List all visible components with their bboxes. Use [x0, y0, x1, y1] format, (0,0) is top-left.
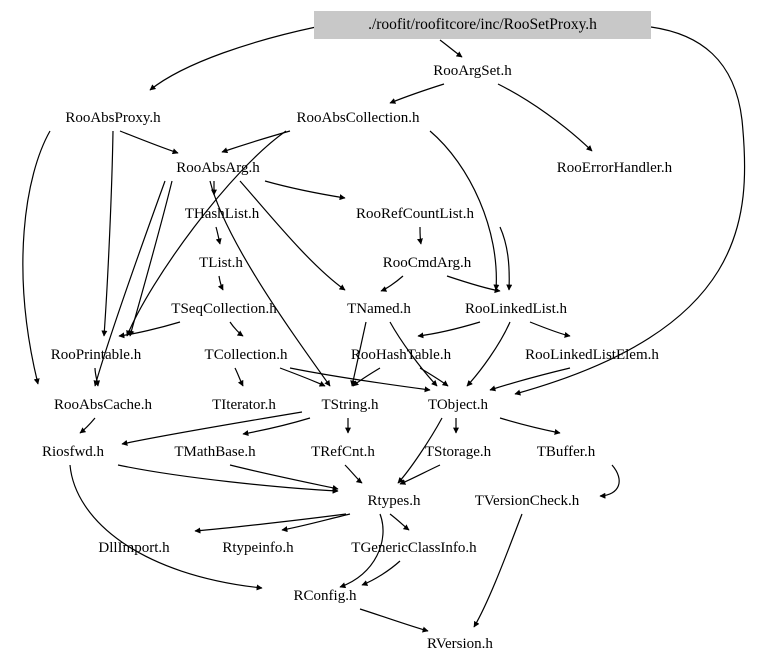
node-rooerrorhandler[interactable] [522, 155, 707, 181]
node-tseqcollection[interactable] [142, 296, 306, 322]
node-label: TSeqCollection.h [171, 300, 277, 317]
node-label: RooAbsArg.h [176, 159, 260, 176]
node-rversion[interactable] [400, 631, 520, 657]
node-roohashtable[interactable] [323, 342, 479, 368]
node-titerator[interactable] [190, 392, 298, 418]
node-label: RooAbsProxy.h [65, 109, 161, 126]
node-tbuffer[interactable] [513, 439, 619, 465]
node-roosetproxy[interactable] [314, 11, 651, 39]
node-rooabsarg[interactable] [153, 155, 283, 181]
node-rooprintable[interactable] [22, 342, 170, 368]
node-label: THashList.h [184, 205, 260, 222]
node-tstring[interactable] [300, 392, 400, 418]
node-rooargset[interactable] [410, 58, 535, 84]
node-tnamed[interactable] [326, 296, 432, 322]
node-label: Rtypeinfo.h [222, 539, 294, 556]
node-label: ./roofit/roofitcore/inc/RooSetProxy.h [368, 16, 597, 34]
node-dllimport[interactable] [73, 535, 195, 561]
node-tgenericclassinfo[interactable] [319, 535, 509, 561]
node-rtypeinfo[interactable] [197, 535, 319, 561]
node-roocmdarg[interactable] [356, 250, 498, 276]
node-rooabscollection[interactable] [261, 105, 455, 131]
node-label: RooRefCountList.h [356, 205, 474, 222]
node-label: TMathBase.h [174, 443, 256, 460]
node-label: TBuffer.h [536, 443, 596, 460]
node-label: RooCmdArg.h [382, 254, 472, 271]
node-tversioncheck[interactable] [447, 488, 607, 514]
node-label: TNamed.h [347, 300, 411, 317]
node-label: RooHashTable.h [350, 346, 452, 363]
node-label: TRefCnt.h [311, 443, 375, 460]
node-tcollection[interactable] [180, 342, 312, 368]
node-label: RooAbsCache.h [54, 396, 152, 413]
node-tlist[interactable] [179, 250, 263, 276]
node-label: DllImport.h [98, 539, 170, 556]
node-roolinkedlistelem[interactable] [492, 342, 692, 368]
node-label: Riosfwd.h [41, 443, 105, 460]
node-label: TGenericClassInfo.h [351, 539, 477, 556]
node-thashlist[interactable] [160, 201, 284, 227]
node-tstorage[interactable] [400, 439, 516, 465]
node-tmathbase[interactable] [147, 439, 283, 465]
node-label: TIterator.h [212, 396, 276, 413]
node-rooabscache[interactable] [27, 392, 179, 418]
node-rtypes[interactable] [345, 488, 443, 514]
node-label: TObject.h [427, 396, 489, 413]
node-roorefcountlist[interactable] [325, 201, 505, 227]
node-label: RooArgSet.h [433, 62, 512, 79]
node-label: TVersionCheck.h [474, 492, 580, 509]
node-rooabsproxy[interactable] [37, 105, 189, 131]
node-label: TStorage.h [424, 443, 492, 460]
node-label: RooErrorHandler.h [556, 159, 673, 176]
node-label: RVersion.h [427, 635, 493, 652]
node-label: RooPrintable.h [50, 346, 142, 363]
node-label: RooLinkedList.h [464, 300, 568, 317]
node-label: TString.h [321, 396, 379, 413]
node-label: Rtypes.h [367, 492, 421, 509]
node-riosfwd[interactable] [20, 439, 126, 465]
node-roolinkedlist[interactable] [438, 296, 594, 322]
node-label: RooAbsCollection.h [296, 109, 420, 126]
node-rconfig[interactable] [269, 583, 381, 609]
node-label: TCollection.h [204, 346, 288, 363]
node-label: RooLinkedListElem.h [525, 346, 659, 363]
node-label: RConfig.h [293, 587, 357, 604]
node-tobject[interactable] [406, 392, 510, 418]
node-trefcnt[interactable] [288, 439, 398, 465]
node-label: TList.h [199, 254, 243, 271]
